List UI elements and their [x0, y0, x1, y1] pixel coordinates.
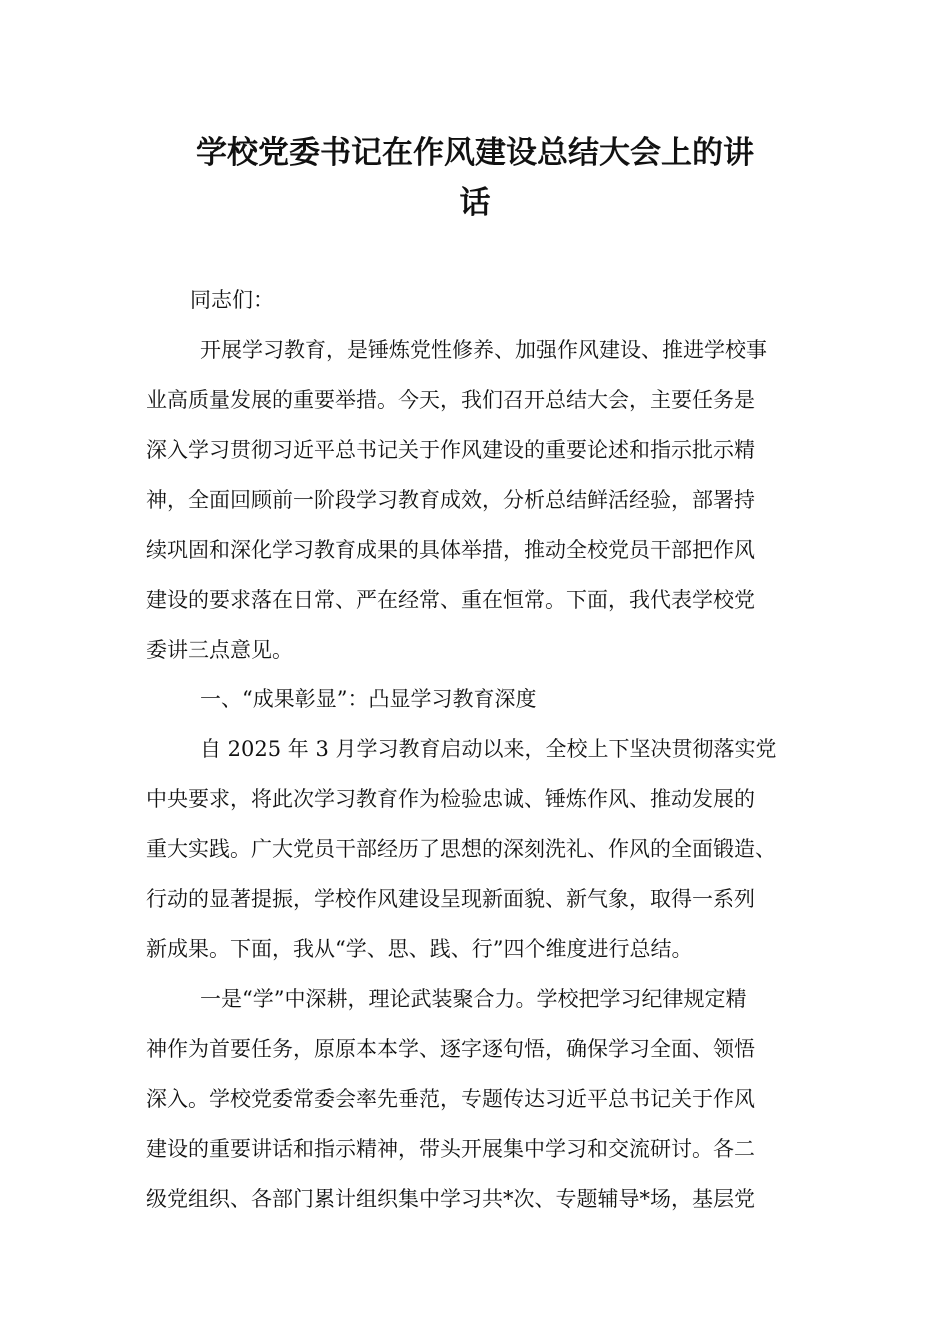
paragraph-line: 深入学习贯彻习近平总书记关于作风建设的重要论述和指示批示精	[146, 438, 755, 462]
paragraph-line: 建设的要求落在日常、严在经常、重在恒常。下面，我代表学校党	[146, 588, 755, 612]
paragraph-line: 开展学习教育，是锤炼党性修养、加强作风建设、推进学校事	[200, 338, 767, 362]
paragraph-line: 委讲三点意见。	[146, 638, 293, 662]
paragraph-line: 一是“学”中深耕，理论武装聚合力。学校把学习纪律规定精	[200, 987, 747, 1011]
paragraph-line: 深入。学校党委常委会率先垂范，专题传达习近平总书记关于作风	[146, 1087, 755, 1111]
paragraph-line: 级党组织、各部门累计组织集中学习共*次、专题辅导*场，基层党	[146, 1187, 755, 1211]
paragraph-line: 重大实践。广大党员干部经历了思想的深刻洗礼、作风的全面锻造、	[146, 837, 776, 861]
document-title	[100, 128, 850, 228]
paragraph-line: 建设的重要讲话和指示精神，带头开展集中学习和交流研讨。各二	[146, 1137, 755, 1161]
paragraph-line: 中央要求，将此次学习教育作为检验忠诚、锤炼作风、推动发展的	[146, 787, 755, 811]
paragraph-line: 神，全面回顾前一阶段学习教育成效，分析总结鲜活经验，部署持	[146, 488, 755, 512]
paragraph-line: 新成果。下面，我从“学、思、践、行”四个维度进行总结。	[146, 937, 693, 961]
paragraph-line: 神作为首要任务，原原本本学、逐字逐句悟，确保学习全面、领悟	[146, 1037, 755, 1061]
paragraph-line: 行动的显著提振，学校作风建设呈现新面貌、新气象，取得一系列	[146, 887, 755, 911]
paragraph-line: 续巩固和深化学习教育成果的具体举措，推动全校党员干部把作风	[146, 538, 755, 562]
section-heading: 一、“成果彰显”：凸显学习教育深度	[200, 687, 537, 711]
title-line-1: 学校党委书记在作风建设总结大会上的讲	[196, 135, 754, 171]
paragraph-line: 业高质量发展的重要举措。今天，我们召开总结大会，主要任务是	[146, 388, 755, 412]
title-line-2: 话	[459, 185, 491, 221]
salutation: 同志们：	[190, 288, 274, 312]
paragraph-line: 自 2025 年 3 月学习教育启动以来，全校上下坚决贯彻落实党	[200, 737, 777, 761]
